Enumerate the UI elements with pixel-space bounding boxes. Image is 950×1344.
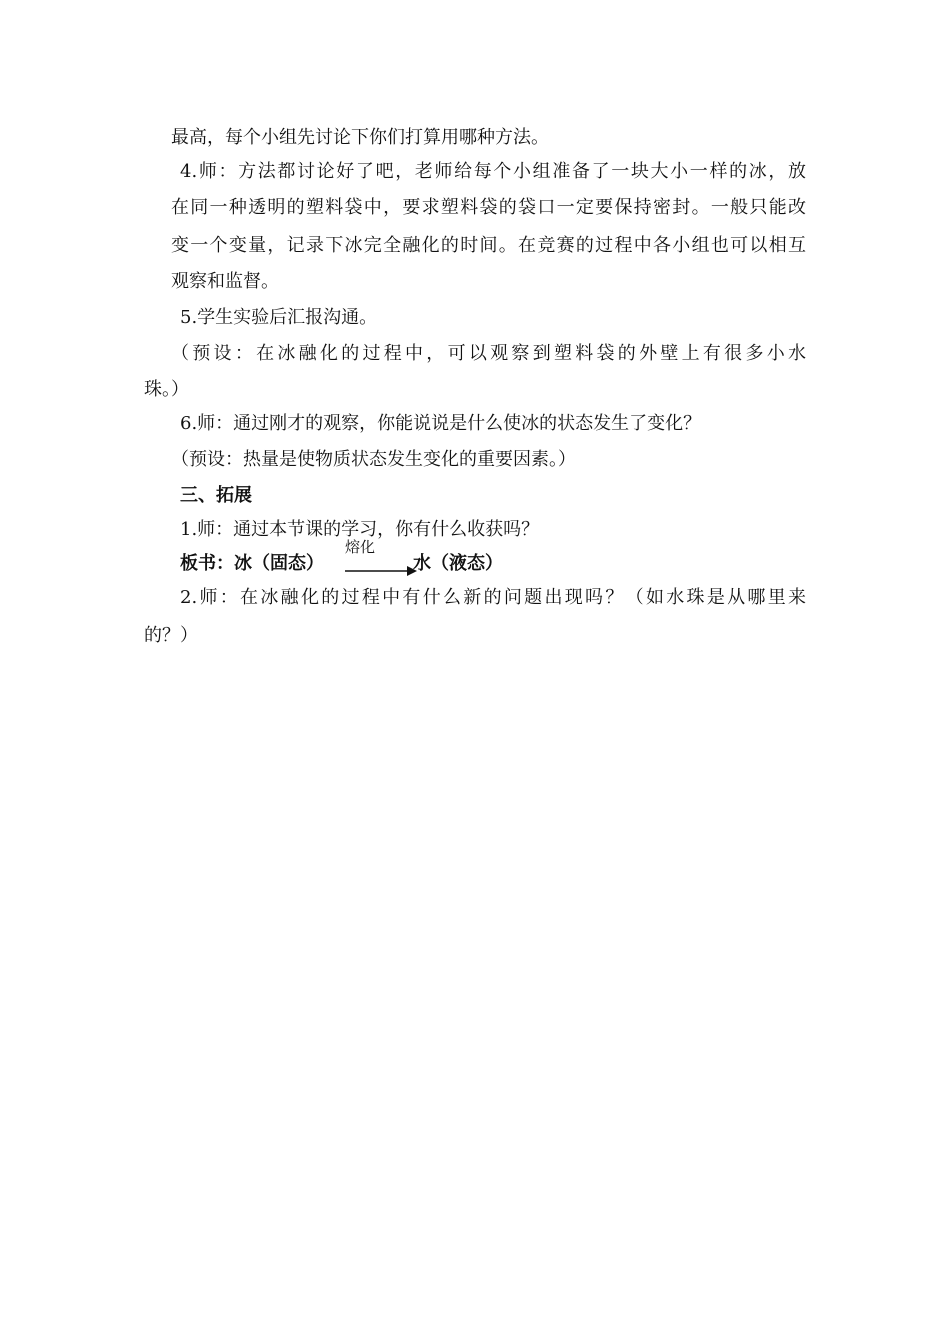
board-prefix: 板书：冰（固态） [180,553,324,574]
melting-arrow [345,538,417,580]
paragraph-line-2: 4.师：方法都讨论好了吧，老师给每个小组准备了一块大小一样的冰，放 [180,161,806,182]
paragraph-line-1: 最高，每个小组先讨论下你们打算用哪种方法。 [171,127,549,148]
paragraph-line-8: 珠。） [144,379,189,400]
paragraph-line-15: 的？） [144,625,198,646]
paragraph-line-12: 1.师：通过本节课的学习，你有什么收获吗？ [180,519,540,540]
board-suffix: 水（液态） [413,553,503,574]
paragraph-line-10: （预设：热量是使物质状态发生变化的重要因素。） [171,449,576,470]
paragraph-line-3: 在同一种透明的塑料袋中，要求塑料袋的袋口一定要保持密封。一般只能改 [171,197,806,218]
paragraph-line-6: 5.学生实验后汇报沟通。 [180,307,378,328]
right-arrow-icon [345,564,417,578]
section-heading: 三、拓展 [180,485,252,506]
arrow-label: 熔化 [345,538,376,556]
paragraph-line-4: 变一个变量，记录下冰完全融化的时间。在竞赛的过程中各小组也可以相互 [171,235,806,256]
paragraph-line-9: 6.师：通过刚才的观察，你能说说是什么使冰的状态发生了变化？ [180,413,702,434]
paragraph-line-14: 2.师：在冰融化的过程中有什么新的问题出现吗？（如水珠是从哪里来 [180,587,806,608]
paragraph-line-5: 观察和监督。 [171,271,279,292]
paragraph-line-7: （预设：在冰融化的过程中，可以观察到塑料袋的外壁上有很多小水 [171,343,806,364]
